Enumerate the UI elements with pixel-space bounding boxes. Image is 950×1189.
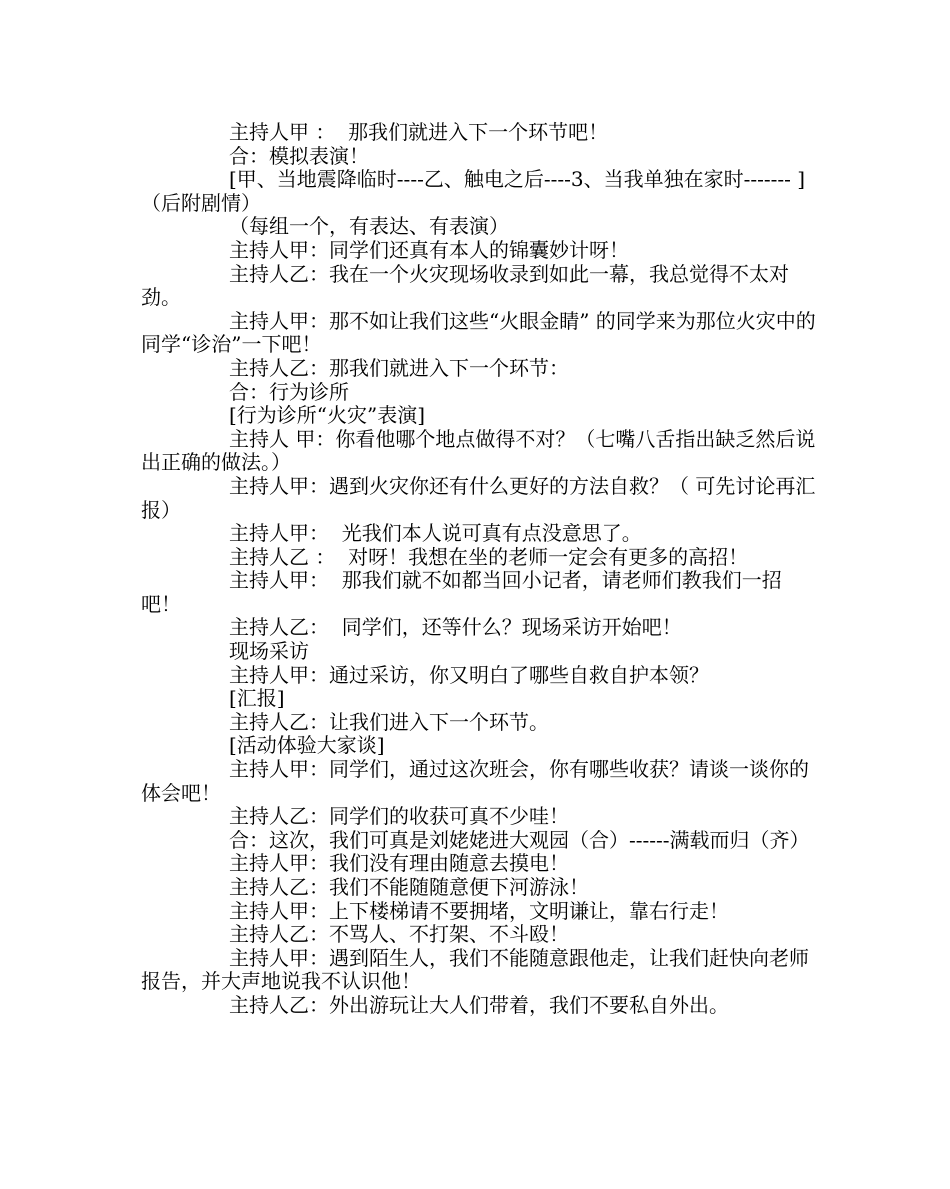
paragraph-18: 主持人甲：通过采访，你又明白了哪些自救自护本领？ <box>229 662 709 687</box>
paragraph-29: 主持人甲：遇到陌生人，我们不能随意跟他走，让我们赶快向老师报告，并大声地说我不认识他！ <box>141 945 809 994</box>
paragraph-2: 合：模拟表演！ <box>229 143 369 168</box>
paragraph-26: 主持人乙：我们不能随随意便下河游泳！ <box>229 875 589 899</box>
paragraph-23: 主持人乙：同学们的收获可真不少哇！ <box>229 804 569 829</box>
paragraph-21: [活动体验大家谈] <box>229 733 385 758</box>
paragraph-20: 主持人乙：让我们进入下一个环节。 <box>229 709 549 734</box>
document-body <box>141 121 816 1018</box>
paragraph-30: 主持人乙：外出游玩让大人们带着，我们不要私自外出。 <box>229 992 729 1017</box>
paragraph-5: 主持人甲：同学们还真有本人的锦囊妙计呀！ <box>229 237 629 262</box>
paragraph-3: [甲、当地震降临时----乙、触电之后----3、当我单独在家时------- ]（后附剧情） <box>141 167 806 215</box>
paragraph-24: 合：这次，我们可真是刘姥姥进大观园（合）------满载而归（齐） <box>229 827 810 852</box>
paragraph-9: 合：行为诊所 <box>229 379 349 404</box>
paragraph-28: 主持人乙：不骂人、不打架、不斗殴！ <box>229 922 569 947</box>
paragraph-11: 主持人 甲：你看他哪个地点做得不对？（七嘴八舌指出缺乏然后说出正确的做法。） <box>141 426 816 475</box>
paragraph-25: 主持人甲：我们没有理由随意去摸电！ <box>229 851 569 876</box>
paragraph-15: 主持人甲： 那我们就不如都当回小记者，请老师们教我们一招吧！ <box>141 568 782 616</box>
paragraph-4: （每组一个，有表达、有表演） <box>229 214 509 239</box>
paragraph-27: 主持人甲：上下楼梯请不要拥堵，文明谦让，靠右行走！ <box>229 898 729 923</box>
paragraph-1: 主持人甲 ： 那我们就进入下一个环节吧！ <box>229 120 609 144</box>
paragraph-12: 主持人甲：遇到火灾你还有什么更好的方法自救？（ 可先讨论再汇报） <box>141 473 816 522</box>
paragraph-10: [行为诊所“火灾”表演] <box>229 403 426 428</box>
paragraph-17: 现场采访 <box>229 639 309 664</box>
paragraph-13: 主持人甲： 光我们本人说可真有点没意思了。 <box>229 521 642 546</box>
paragraph-14: 主持人乙 ： 对呀！我想在坐的老师一定会有更多的高招！ <box>229 544 749 569</box>
paragraph-16: 主持人乙： 同学们，还等什么？现场采访开始吧！ <box>229 615 682 640</box>
paragraph-8: 主持人乙：那我们就进入下一个环节： <box>229 355 569 380</box>
paragraph-22: 主持人甲：同学们，通过这次班会，你有哪些收获？请谈一谈你的体会吧！ <box>141 757 809 805</box>
paragraph-6: 主持人乙：我在一个火灾现场收录到如此一幕，我总觉得不太对劲。 <box>141 261 789 310</box>
paragraph-19: [汇报] <box>229 686 285 711</box>
paragraph-7: 主持人甲：那不如让我们这些“火眼金睛” 的同学来为那位火灾中的同学“诊治”一下吧！ <box>141 308 816 357</box>
